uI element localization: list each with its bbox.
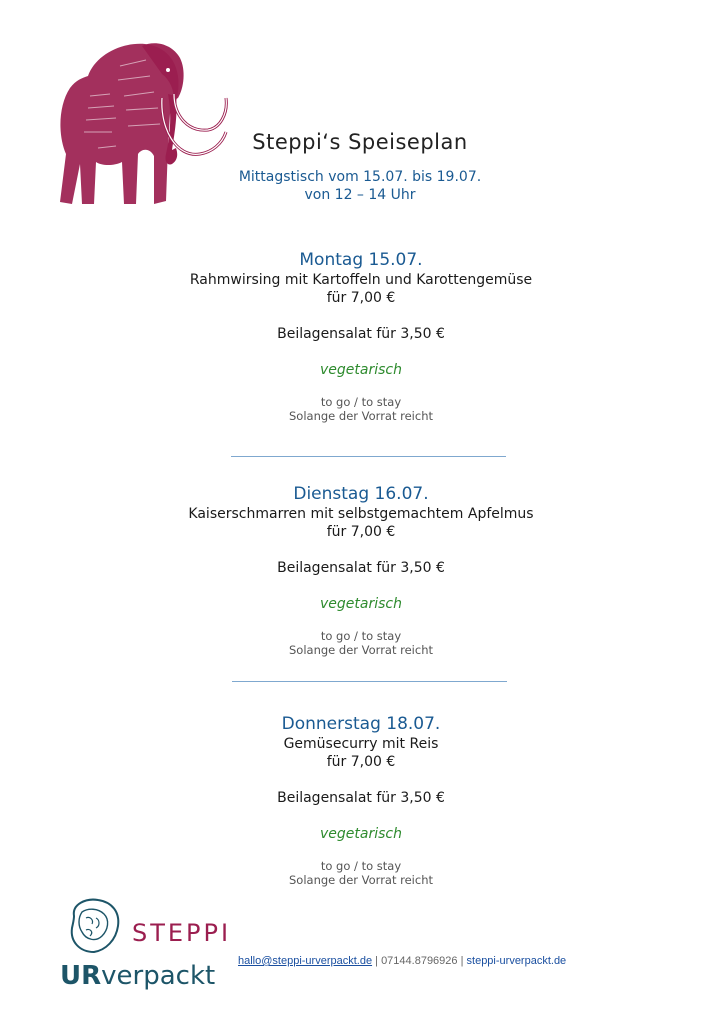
dish-name: Gemüsecurry mit Reis (283, 736, 439, 752)
menu-day (100, 249, 622, 423)
divider (232, 681, 507, 682)
dish-price: für 7,00 € (326, 290, 396, 306)
side-salad: Beilagensalat für 3,50 € (277, 560, 445, 576)
menu-day (100, 483, 622, 657)
page-title: Steppi‘s Speiseplan (252, 130, 468, 154)
to-go-note: to go / to stay (320, 629, 402, 643)
lunch-period-dates: Mittagstisch vom 15.07. bis 19.07. (238, 169, 482, 185)
day-heading: Donnerstag 18.07. (281, 714, 441, 734)
availability-note (100, 859, 622, 887)
to-go-note: to go / to stay (320, 859, 402, 873)
email-link[interactable]: hallo@steppi-urverpackt.de (238, 955, 373, 967)
dish-name: Rahmwirsing mit Kartoffeln und Karottengemüse (189, 272, 533, 288)
footer-separator: | (372, 955, 382, 967)
lunch-hours: von 12 – 14 Uhr (304, 187, 416, 203)
availability-note (100, 629, 622, 657)
footer-separator: | (457, 955, 467, 967)
supply-note: Solange der Vorrat reicht (289, 873, 433, 887)
contact-footer (238, 955, 566, 967)
day-heading: Dienstag 16.07. (293, 484, 429, 504)
vegetarian-tag: vegetarisch (320, 362, 402, 378)
lunch-period (160, 168, 560, 204)
divider (231, 456, 506, 457)
dish-name: Kaiserschmarren mit selbstgemachtem Apfelmus (188, 506, 534, 522)
logo-word-steppi: STEPPI (132, 919, 232, 947)
side-salad: Beilagensalat für 3,50 € (277, 790, 445, 806)
dish-price: für 7,00 € (326, 524, 396, 540)
logo-word-urverpackt: URverpackt (60, 961, 216, 991)
steppi-urverpackt-logo (58, 896, 233, 996)
menu-day (100, 713, 622, 887)
phone-number: 07144.8796926 (381, 955, 458, 967)
vegetarian-tag: vegetarisch (320, 596, 402, 612)
availability-note (100, 395, 622, 423)
walnut-icon (72, 900, 119, 952)
dish-price: für 7,00 € (326, 754, 396, 770)
to-go-note: to go / to stay (320, 395, 402, 409)
day-heading: Montag 15.07. (299, 250, 423, 270)
side-salad: Beilagensalat für 3,50 € (277, 326, 445, 342)
vegetarian-tag: vegetarisch (320, 826, 402, 842)
website-link[interactable]: steppi-urverpackt.de (466, 955, 567, 967)
supply-note: Solange der Vorrat reicht (289, 409, 433, 423)
supply-note: Solange der Vorrat reicht (289, 643, 433, 657)
